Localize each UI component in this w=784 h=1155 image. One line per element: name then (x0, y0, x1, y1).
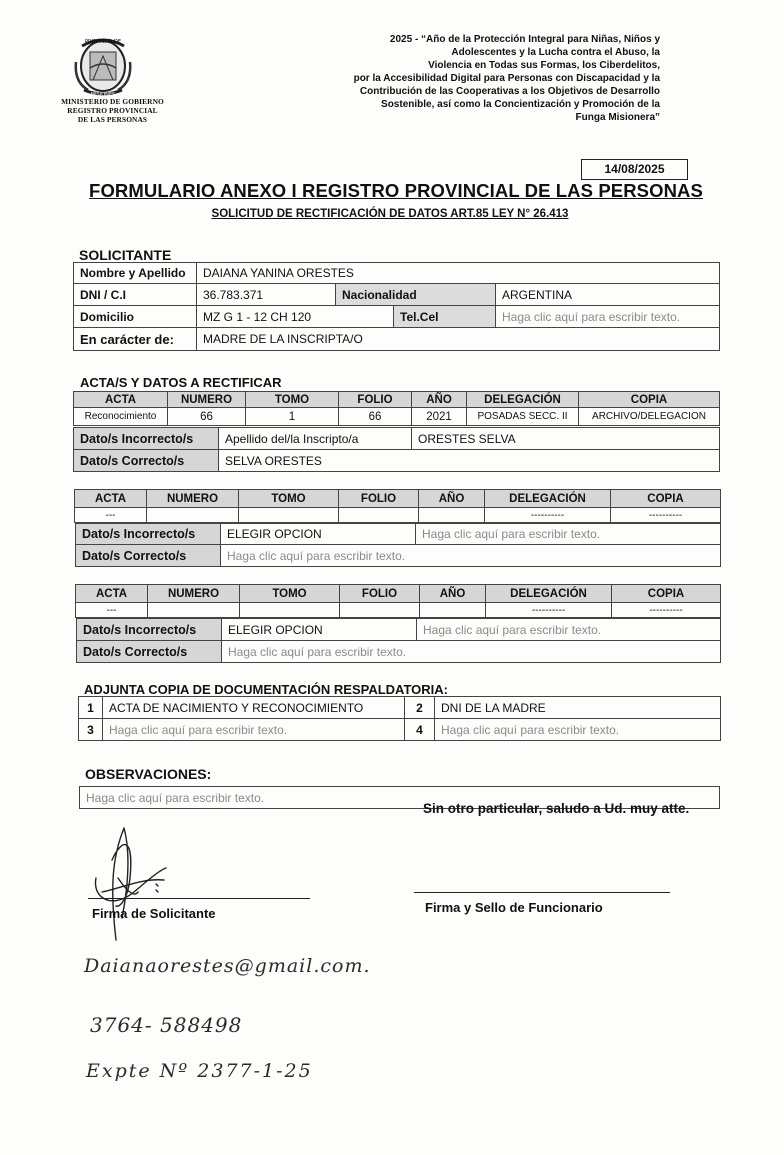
adjunta-num: 3 (79, 719, 103, 741)
col-folio: FOLIO (339, 392, 412, 408)
signature-label-solicitante: Firma de Solicitante (92, 906, 216, 921)
adjunta-item[interactable]: DNI DE LA MADRE (435, 697, 721, 719)
applicant-signature (82, 818, 182, 946)
copia-cell[interactable]: ARCHIVO/DELEGACION (579, 408, 720, 426)
acta-cell[interactable]: Reconocimiento (74, 408, 168, 426)
col-folio: FOLIO (339, 490, 419, 508)
incorrecto-field-select[interactable]: ELEGIR OPCION (222, 619, 417, 641)
col-folio: FOLIO (340, 585, 420, 603)
caracter-label: En carácter de: (74, 328, 197, 351)
nacionalidad-field[interactable]: ARGENTINA (496, 284, 720, 306)
actas-heading: ACTA/S Y DATOS A RECTIFICAR (80, 375, 282, 390)
folio-cell[interactable] (340, 603, 420, 618)
incorrecto-label: Dato/s Incorrecto/s (74, 428, 219, 450)
handwritten-expte: Expte Nº 2377-1-25 (86, 1060, 313, 1082)
form-subtitle: SOLICITUD DE RECTIFICACIÓN DE DATOS ART.85 LEY N° 26.413 (211, 208, 569, 220)
adjunta-num: 2 (405, 697, 435, 719)
observaciones-heading: OBSERVACIONES: (85, 766, 212, 782)
col-numero: NUMERO (168, 392, 246, 408)
incorrecto-value[interactable]: ORESTES SELVA (412, 428, 720, 450)
col-anio: AÑO (412, 392, 467, 408)
closing-text: Sin otro particular, saludo a Ud. muy atte. (423, 801, 690, 816)
acta-table-2 (74, 489, 721, 523)
nacionalidad-label: Nacionalidad (336, 284, 496, 306)
col-delegacion: DELEGACIÓN (467, 392, 579, 408)
incorrecto-field-select[interactable]: Apellido del/la Inscripto/a (219, 428, 412, 450)
tel-label: Tel.Cel (394, 306, 496, 328)
numero-cell[interactable]: 66 (168, 408, 246, 426)
dni-label: DNI / C.I (74, 284, 197, 306)
domicilio-field[interactable]: MZ G 1 - 12 CH 120 (197, 306, 394, 328)
datos-table-3 (76, 618, 721, 663)
anio-cell[interactable] (420, 603, 486, 618)
copia-cell[interactable]: ---------- (611, 508, 721, 523)
adjunta-table (78, 696, 721, 741)
copia-cell[interactable]: ---------- (612, 603, 721, 618)
col-copia: COPIA (612, 585, 721, 603)
datos-table-2 (75, 523, 721, 567)
signature-label-funcionario: Firma y Sello de Funcionario (425, 900, 603, 915)
col-anio: AÑO (420, 585, 486, 603)
col-tomo: TOMO (246, 392, 339, 408)
tomo-cell[interactable]: 1 (246, 408, 339, 426)
year-motto: 2025 - “Año de la Protección Integral para Niñas, Niños y Adolescentes y la Lucha contra el Abuso, la Violencia en Todas sus Formas, los Ciberdelitos, por la Accesibilidad Digital para Personas con Discapacidad y la Contribución de las Cooperativas a los Objetivos de Desarrollo Sostenible, así como la Concientización y Promoción de la Funga Misionera” (353, 34, 660, 123)
acta-cell[interactable]: --- (76, 603, 148, 618)
domicilio-label: Domicilio (74, 306, 197, 328)
correcto-label: Dato/s Correcto/s (76, 545, 221, 567)
delegacion-cell[interactable]: POSADAS SECC. II (467, 408, 579, 426)
col-copia: COPIA (611, 490, 721, 508)
numero-cell[interactable] (147, 508, 239, 523)
acta-cell[interactable]: --- (75, 508, 147, 523)
folio-cell[interactable] (339, 508, 419, 523)
handwritten-email: Daianaorestes@gmail.com. (84, 955, 371, 977)
col-acta: ACTA (74, 392, 168, 408)
adjunta-item[interactable]: Haga clic aquí para escribir texto. (103, 719, 405, 741)
incorrecto-field-select[interactable]: ELEGIR OPCION (221, 524, 416, 545)
form-title: FORMULARIO ANEXO I REGISTRO PROVINCIAL DE LAS PERSONAS (89, 180, 703, 201)
incorrecto-label: Dato/s Incorrecto/s (76, 524, 221, 545)
adjunta-item[interactable]: ACTA DE NACIMIENTO Y RECONOCIMIENTO (103, 697, 405, 719)
adjunta-heading: ADJUNTA COPIA DE DOCUMENTACIÓN RESPALDATORIA: (84, 682, 448, 697)
solicitante-heading: SOLICITANTE (79, 247, 172, 263)
incorrecto-value[interactable]: Haga clic aquí para escribir texto. (417, 619, 721, 641)
incorrecto-label: Dato/s Incorrecto/s (77, 619, 222, 641)
correcto-value[interactable]: Haga clic aquí para escribir texto. (221, 545, 721, 567)
tomo-cell[interactable] (240, 603, 340, 618)
nombre-label: Nombre y Apellido (74, 263, 197, 284)
col-delegacion: DELEGACIÓN (485, 490, 611, 508)
seal-text-bottom: MISIONES (90, 92, 116, 98)
incorrecto-value[interactable]: Haga clic aquí para escribir texto. (416, 524, 721, 545)
dni-field[interactable]: 36.783.371 (197, 284, 336, 306)
handwritten-phone: 3764- 588498 (90, 1013, 243, 1037)
seal-text-top: PROVINCIA DE (85, 39, 121, 45)
adjunta-num: 1 (79, 697, 103, 719)
acta-table-1 (73, 391, 720, 426)
seal-emblem-icon (72, 32, 134, 98)
province-seal (72, 32, 134, 98)
nombre-field[interactable]: DAIANA YANINA ORESTES (197, 263, 720, 284)
adjunta-item[interactable]: Haga clic aquí para escribir texto. (435, 719, 721, 741)
date-field[interactable]: 14/08/2025 (581, 159, 688, 180)
delegacion-cell[interactable]: ---------- (485, 508, 611, 523)
adjunta-num: 4 (405, 719, 435, 741)
observaciones-field[interactable]: Haga clic aquí para escribir texto. (80, 787, 720, 809)
col-anio: AÑO (419, 490, 485, 508)
signature-scribble-icon (82, 818, 182, 946)
correcto-value[interactable]: Haga clic aquí para escribir texto. (222, 641, 721, 663)
tel-field[interactable]: Haga clic aquí para escribir texto. (496, 306, 720, 328)
anio-cell[interactable]: 2021 (412, 408, 467, 426)
col-tomo: TOMO (239, 490, 339, 508)
col-acta: ACTA (76, 585, 148, 603)
tomo-cell[interactable] (239, 508, 339, 523)
col-acta: ACTA (75, 490, 147, 508)
datos-table-1 (73, 427, 720, 472)
signature-line-solicitante (88, 898, 310, 899)
correcto-label: Dato/s Correcto/s (74, 450, 219, 472)
signature-line-funcionario (414, 892, 670, 893)
col-tomo: TOMO (240, 585, 340, 603)
col-numero: NUMERO (148, 585, 240, 603)
numero-cell[interactable] (148, 603, 240, 618)
caracter-field[interactable]: MADRE DE LA INSCRIPTA/O (197, 328, 720, 351)
ministry-label: MINISTERIO DE GOBIERNO REGISTRO PROVINCIAL DE LAS PERSONAS (61, 97, 164, 124)
anio-cell[interactable] (419, 508, 485, 523)
acta-table-3 (75, 584, 721, 618)
col-copia: COPIA (579, 392, 720, 408)
solicitante-table (73, 262, 720, 351)
folio-cell[interactable]: 66 (339, 408, 412, 426)
delegacion-cell[interactable]: ---------- (486, 603, 612, 618)
col-delegacion: DELEGACIÓN (486, 585, 612, 603)
col-numero: NUMERO (147, 490, 239, 508)
correcto-value[interactable]: SELVA ORESTES (219, 450, 720, 472)
correcto-label: Dato/s Correcto/s (77, 641, 222, 663)
